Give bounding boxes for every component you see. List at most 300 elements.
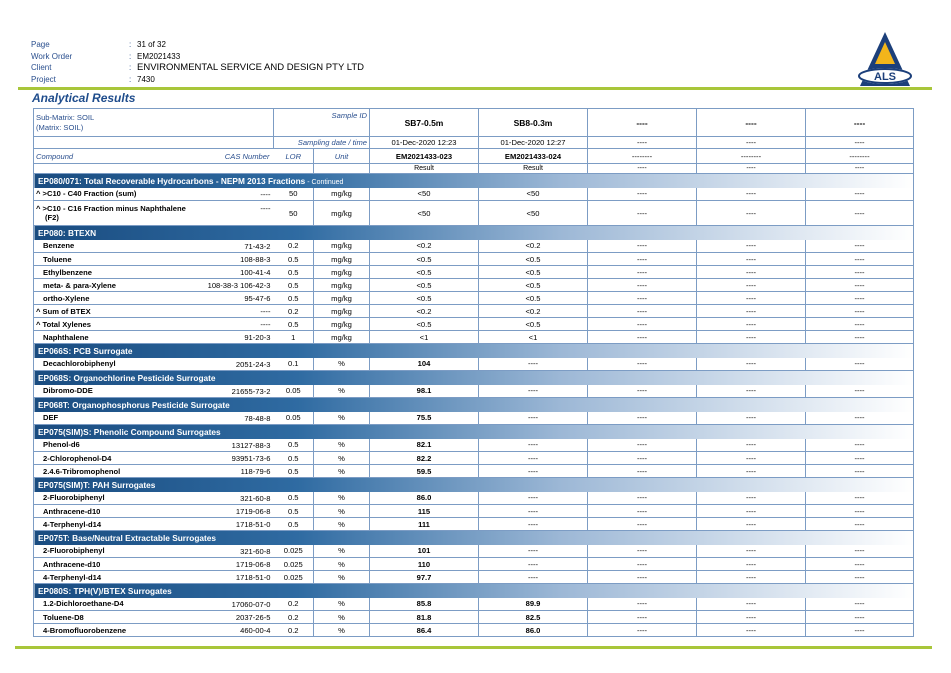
unit-cell: mg/kg — [314, 188, 370, 201]
unit-cell: % — [314, 385, 370, 398]
date-col-4: ---- — [806, 137, 914, 149]
result-cell: ---- — [588, 505, 697, 518]
result-cell: <0.2 — [479, 240, 588, 253]
date-col-1: 01-Dec-2020 12:27 — [479, 137, 588, 149]
lor-cell: 0.5 — [274, 518, 314, 531]
result-cell: ---- — [697, 439, 806, 452]
lab-id-col-2: -------- — [588, 149, 697, 164]
section-header — [34, 226, 914, 240]
cas-number: 91-20-3 — [244, 333, 271, 342]
lab-id-row — [34, 149, 914, 164]
result-cell: ---- — [588, 305, 697, 318]
unit-cell: mg/kg — [314, 266, 370, 279]
matrix: (Matrix: SOIL) — [36, 122, 84, 132]
section-title — [34, 584, 914, 598]
table-row — [34, 465, 914, 478]
compound-cell — [34, 253, 274, 266]
compound-name: Naphthalene — [43, 332, 89, 342]
compound-name: ^ Total Xylenes — [36, 319, 91, 329]
result-cell: <0.5 — [370, 318, 479, 331]
sample-id-col-2: ---- — [588, 109, 697, 137]
lor-cell: 0.5 — [274, 292, 314, 305]
table-row — [34, 624, 914, 637]
result-cell: ---- — [479, 492, 588, 505]
unit-cell: mg/kg — [314, 240, 370, 253]
lor-cell: 0.5 — [274, 439, 314, 452]
table-row — [34, 492, 914, 505]
result-cell: 98.1 — [370, 385, 479, 398]
section-title-text: EP080: BTEXN — [38, 227, 97, 238]
lab-id-col-0: EM2021433-023 — [370, 149, 479, 164]
compound-name: ortho-Xylene — [43, 293, 90, 303]
result-cell: 104 — [370, 358, 479, 371]
sample-id-col-3: ---- — [697, 109, 806, 137]
result-cell: <50 — [370, 188, 479, 201]
result-cell: ---- — [588, 292, 697, 305]
result-cell: ---- — [588, 571, 697, 584]
cas-number: 321-60-8 — [240, 546, 271, 556]
section-header — [34, 371, 914, 385]
result-cell: ---- — [697, 558, 806, 571]
compound-cell — [34, 611, 274, 624]
compound-name: Dibromo-DDE — [43, 386, 93, 396]
section-title — [34, 531, 914, 545]
result-cell: ---- — [697, 571, 806, 584]
unit-cell: % — [314, 518, 370, 531]
lor-cell: 0.05 — [274, 385, 314, 398]
compound-name: Ethylbenzene — [43, 267, 92, 277]
result-cell: 86.0 — [370, 492, 479, 505]
compound-name: Decachlorobiphenyl — [43, 359, 116, 369]
cas-number: 1718-51-0 — [235, 573, 271, 582]
result-cell: ---- — [806, 611, 914, 624]
unit-cell: mg/kg — [314, 201, 370, 226]
unit-cell: % — [314, 492, 370, 505]
project-row: Project : 7430 — [31, 74, 155, 84]
unit-cell: % — [314, 571, 370, 584]
compound-cell — [34, 545, 274, 558]
result-cell: ---- — [588, 279, 697, 292]
section-title — [34, 425, 914, 439]
result-cell: ---- — [588, 558, 697, 571]
result-cell: ---- — [697, 624, 806, 637]
result-cell: 81.8 — [370, 611, 479, 624]
result-cell: ---- — [806, 318, 914, 331]
result-cell: ---- — [806, 253, 914, 266]
result-cell: ---- — [697, 598, 806, 611]
unit-cell: mg/kg — [314, 318, 370, 331]
result-cell: ---- — [479, 571, 588, 584]
cas-number: ---- — [260, 189, 271, 199]
unit-cell: % — [314, 545, 370, 558]
unit-cell: % — [314, 558, 370, 571]
section-title-text: EP068S: Organochlorine Pesticide Surrogate — [38, 372, 216, 383]
result-cell: ---- — [806, 558, 914, 571]
sampling-date-row — [34, 137, 914, 149]
result-cell: 111 — [370, 518, 479, 531]
compound-header — [34, 149, 274, 164]
unit-cell: mg/kg — [314, 279, 370, 292]
result-cell: <50 — [479, 201, 588, 226]
result-cell: ---- — [697, 318, 806, 331]
result-cell: 82.1 — [370, 439, 479, 452]
cas-number: 2051-24-3 — [235, 359, 271, 369]
result-cell: ---- — [697, 385, 806, 398]
work-order-row: Work Order : EM2021433 — [31, 51, 181, 61]
unit-cell: % — [314, 452, 370, 465]
result-cell: <1 — [370, 331, 479, 344]
result-cell: ---- — [806, 266, 914, 279]
lor-cell: 1 — [274, 331, 314, 344]
result-cell: ---- — [588, 385, 697, 398]
table-row — [34, 385, 914, 398]
result-label-row — [34, 164, 914, 174]
result-cell: ---- — [588, 253, 697, 266]
unit-cell: % — [314, 611, 370, 624]
table-row — [34, 279, 914, 292]
compound-cell — [34, 318, 274, 331]
compound-name-cont: (F2) — [45, 213, 59, 222]
result-label-1: Result — [479, 164, 588, 174]
result-cell: ---- — [697, 465, 806, 478]
section-title — [34, 226, 914, 240]
lor-cell: 0.5 — [274, 465, 314, 478]
result-label-3: ---- — [697, 164, 806, 174]
result-cell: <0.5 — [370, 279, 479, 292]
result-cell: ---- — [806, 545, 914, 558]
result-cell: ---- — [697, 518, 806, 531]
compound-cell — [34, 188, 274, 201]
section-header — [34, 478, 914, 492]
lor-cell: 0.5 — [274, 279, 314, 292]
table-row — [34, 201, 914, 226]
cas-number: 460-00-4 — [240, 626, 271, 635]
result-cell: ---- — [588, 331, 697, 344]
section-title — [34, 398, 914, 412]
lor-cell: 0.5 — [274, 452, 314, 465]
compound-cell — [34, 305, 274, 318]
date-col-2: ---- — [588, 137, 697, 149]
compound-cell — [34, 505, 274, 518]
result-cell: ---- — [697, 452, 806, 465]
result-cell: ---- — [697, 240, 806, 253]
unit-cell: mg/kg — [314, 331, 370, 344]
result-cell: <1 — [479, 331, 588, 344]
compound-name: 2-Fluorobiphenyl — [43, 546, 105, 556]
compound-cell — [34, 266, 274, 279]
lor-cell: 0.2 — [274, 240, 314, 253]
result-cell: ---- — [806, 571, 914, 584]
compound-cell — [34, 558, 274, 571]
result-cell: 86.0 — [479, 624, 588, 637]
lor-cell: 0.5 — [274, 492, 314, 505]
project-value: 7430 — [137, 74, 155, 84]
result-cell: ---- — [806, 518, 914, 531]
date-col-0: 01-Dec-2020 12:23 — [370, 137, 479, 149]
bottom-rule — [15, 646, 932, 649]
table-row — [34, 545, 914, 558]
result-cell: ---- — [697, 279, 806, 292]
unit-cell: % — [314, 358, 370, 371]
section-title-text: EP075(SIM)S: Phenolic Compound Surrogates — [38, 426, 221, 437]
result-cell: ---- — [697, 412, 806, 425]
compound-name: 4-Terphenyl-d14 — [43, 572, 102, 582]
compound-name: ^ Sum of BTEX — [36, 306, 91, 316]
result-cell: <50 — [479, 188, 588, 201]
compound-name: meta- & para-Xylene — [43, 280, 117, 290]
sampling-label: Sampling date / time — [274, 137, 370, 149]
compound-name: 4-Bromofluorobenzene — [43, 625, 127, 635]
result-cell: <0.2 — [479, 305, 588, 318]
compound-cell — [34, 412, 274, 425]
section-title — [34, 371, 914, 385]
cas-number: 93951-73-6 — [231, 454, 271, 463]
unit-cell: % — [314, 624, 370, 637]
section-header — [34, 584, 914, 598]
result-cell: <0.5 — [479, 266, 588, 279]
client-row: Client : ENVIRONMENTAL SERVICE AND DESIGN PTY LTD — [31, 62, 364, 73]
table-row — [34, 558, 914, 571]
result-cell: 86.4 — [370, 624, 479, 637]
client-label: Client — [31, 63, 52, 72]
results-table — [33, 108, 914, 637]
section-header — [34, 344, 914, 358]
compound-cell — [34, 624, 274, 637]
lab-id-col-3: -------- — [697, 149, 806, 164]
table-row — [34, 505, 914, 518]
result-cell: ---- — [479, 439, 588, 452]
result-cell: <0.5 — [479, 318, 588, 331]
compound-name: ^ >C10 - C40 Fraction (sum) — [36, 189, 137, 199]
result-cell: ---- — [588, 492, 697, 505]
unit-cell: % — [314, 598, 370, 611]
result-cell: <0.5 — [370, 292, 479, 305]
result-cell: ---- — [588, 266, 697, 279]
result-cell: ---- — [588, 545, 697, 558]
cas-number: 1718-51-0 — [235, 520, 271, 529]
cas-number: 118-79-6 — [240, 467, 271, 476]
unit-cell: % — [314, 505, 370, 518]
compound-cell — [34, 571, 274, 584]
result-cell: ---- — [588, 452, 697, 465]
result-label-2: ---- — [588, 164, 697, 174]
result-cell: 59.5 — [370, 465, 479, 478]
result-cell: ---- — [697, 305, 806, 318]
unit-cell: mg/kg — [314, 292, 370, 305]
top-rule — [18, 87, 932, 90]
result-cell: ---- — [806, 188, 914, 201]
table-row — [34, 292, 914, 305]
section-title — [34, 478, 914, 492]
unit-label: Unit — [314, 149, 370, 164]
lor-cell: 50 — [274, 188, 314, 201]
section-title-text: EP066S: PCB Surrogate — [38, 345, 133, 356]
cas-number: ---- — [260, 307, 271, 316]
work-order-label: Work Order — [31, 51, 73, 61]
cas-number: 321-60-8 — [240, 493, 271, 503]
compound-name: 2-Chlorophenol-D4 — [43, 453, 112, 463]
als-logo — [855, 30, 915, 88]
lor-cell: 0.025 — [274, 571, 314, 584]
result-cell: 85.8 — [370, 598, 479, 611]
section-title — [34, 174, 914, 188]
table-row — [34, 266, 914, 279]
result-cell: ---- — [479, 465, 588, 478]
result-cell: ---- — [806, 279, 914, 292]
unit-cell: mg/kg — [314, 253, 370, 266]
result-cell: ---- — [697, 331, 806, 344]
compound-cell — [34, 452, 274, 465]
section-header — [34, 425, 914, 439]
cas-number: 100-41-4 — [240, 268, 271, 277]
compound-name: Anthracene-d10 — [43, 506, 101, 516]
cas-number: 21655-73-2 — [231, 386, 271, 396]
compound-name: Phenol-d6 — [43, 440, 80, 450]
table-row — [34, 331, 914, 344]
result-cell: ---- — [588, 439, 697, 452]
cas-number: 17060-07-0 — [231, 599, 271, 609]
lor-cell: 0.5 — [274, 253, 314, 266]
lor-cell: 0.05 — [274, 412, 314, 425]
section-title — [34, 344, 914, 358]
cas-number: 108-88-3 — [240, 255, 271, 264]
lor-cell: 0.1 — [274, 358, 314, 371]
lab-id-col-1: EM2021433-024 — [479, 149, 588, 164]
result-cell: ---- — [697, 201, 806, 226]
result-cell: ---- — [806, 331, 914, 344]
result-cell: ---- — [697, 611, 806, 624]
result-cell: ---- — [806, 305, 914, 318]
result-cell: ---- — [806, 598, 914, 611]
table-row — [34, 518, 914, 531]
result-cell: ---- — [806, 385, 914, 398]
result-cell: ---- — [806, 292, 914, 305]
compound-label: Compound — [36, 151, 74, 161]
table-row — [34, 571, 914, 584]
compound-cell — [34, 279, 274, 292]
result-cell: <0.5 — [479, 292, 588, 305]
cas-number: 1719-06-8 — [235, 560, 271, 569]
result-cell: ---- — [806, 412, 914, 425]
client-value: ENVIRONMENTAL SERVICE AND DESIGN PTY LTD — [137, 62, 364, 73]
section-title-text: EP080/071: Total Recoverable Hydrocarbons - NEPM 2013 Fractions — [38, 175, 306, 186]
result-cell: ---- — [806, 358, 914, 371]
lab-id-col-4: -------- — [806, 149, 914, 164]
result-cell: ---- — [588, 624, 697, 637]
matrix-cell — [34, 109, 274, 137]
table-row — [34, 412, 914, 425]
lor-cell: 0.5 — [274, 266, 314, 279]
sample-id-col-4: ---- — [806, 109, 914, 137]
result-cell: ---- — [588, 318, 697, 331]
unit-cell: % — [314, 465, 370, 478]
result-cell: ---- — [479, 505, 588, 518]
cas-number: 2037-26-5 — [235, 613, 271, 622]
result-cell: 89.9 — [479, 598, 588, 611]
page-value: 31 of 32 — [137, 40, 166, 49]
result-cell: ---- — [479, 545, 588, 558]
cas-number: 108-38-3 106-42-3 — [207, 281, 271, 290]
section-header — [34, 531, 914, 545]
result-cell: ---- — [697, 358, 806, 371]
table-row — [34, 598, 914, 611]
cas-number: 78-48-8 — [244, 413, 271, 423]
table-row — [34, 240, 914, 253]
table-row — [34, 452, 914, 465]
table-row — [34, 439, 914, 452]
compound-name: Toluene — [43, 254, 72, 264]
result-cell: <50 — [370, 201, 479, 226]
table-row — [34, 253, 914, 266]
result-cell: <0.2 — [370, 240, 479, 253]
result-cell: ---- — [588, 240, 697, 253]
table-row — [34, 611, 914, 624]
result-cell: ---- — [697, 492, 806, 505]
report-metadata — [31, 39, 364, 85]
compound-cell — [34, 331, 274, 344]
lor-cell: 0.2 — [274, 624, 314, 637]
section-header — [34, 398, 914, 412]
compound-name: Benzene — [43, 241, 75, 251]
result-cell: <0.5 — [479, 253, 588, 266]
page-label: Page — [31, 40, 50, 49]
result-cell: 82.5 — [479, 611, 588, 624]
compound-cell — [34, 201, 274, 226]
result-cell: <0.5 — [479, 279, 588, 292]
result-cell: ---- — [806, 492, 914, 505]
result-cell: 82.2 — [370, 452, 479, 465]
result-cell: 97.7 — [370, 571, 479, 584]
result-cell: <0.5 — [370, 266, 479, 279]
unit-cell: % — [314, 412, 370, 425]
result-cell: 75.5 — [370, 412, 479, 425]
result-cell: ---- — [697, 545, 806, 558]
result-cell: ---- — [806, 505, 914, 518]
compound-cell — [34, 492, 274, 505]
sample-id-col-1: SB8-0.3m — [479, 109, 588, 137]
section-header — [34, 174, 914, 188]
result-cell: ---- — [588, 358, 697, 371]
sample-id-col-0: SB7-0.5m — [370, 109, 479, 137]
compound-name: DEF — [43, 413, 59, 423]
unit-cell: % — [314, 439, 370, 452]
compound-cell — [34, 439, 274, 452]
result-cell: ---- — [588, 598, 697, 611]
cas-number: 13127-88-3 — [231, 440, 271, 450]
result-cell: ---- — [697, 188, 806, 201]
result-cell: ---- — [806, 240, 914, 253]
page-row: Page : 31 of 32 — [31, 40, 166, 49]
section-title-suffix: - Continued — [305, 178, 344, 186]
result-cell: ---- — [479, 518, 588, 531]
lor-cell: 0.2 — [274, 598, 314, 611]
section-title-text: EP075T: Base/Neutral Extractable Surrogates — [38, 532, 216, 543]
compound-cell — [34, 292, 274, 305]
result-cell: ---- — [588, 518, 697, 531]
compound-cell — [34, 598, 274, 611]
compound-cell — [34, 518, 274, 531]
cas-number: ---- — [260, 320, 271, 329]
result-cell: 115 — [370, 505, 479, 518]
result-cell: <0.2 — [370, 305, 479, 318]
results-body — [34, 174, 914, 637]
result-cell: ---- — [806, 201, 914, 226]
result-cell: ---- — [806, 465, 914, 478]
cas-number: 71-43-2 — [244, 241, 271, 251]
result-cell: ---- — [588, 465, 697, 478]
section-title-text: EP068T: Organophosphorus Pesticide Surrogate — [38, 399, 230, 410]
cas-number: 1719-06-8 — [235, 507, 271, 516]
